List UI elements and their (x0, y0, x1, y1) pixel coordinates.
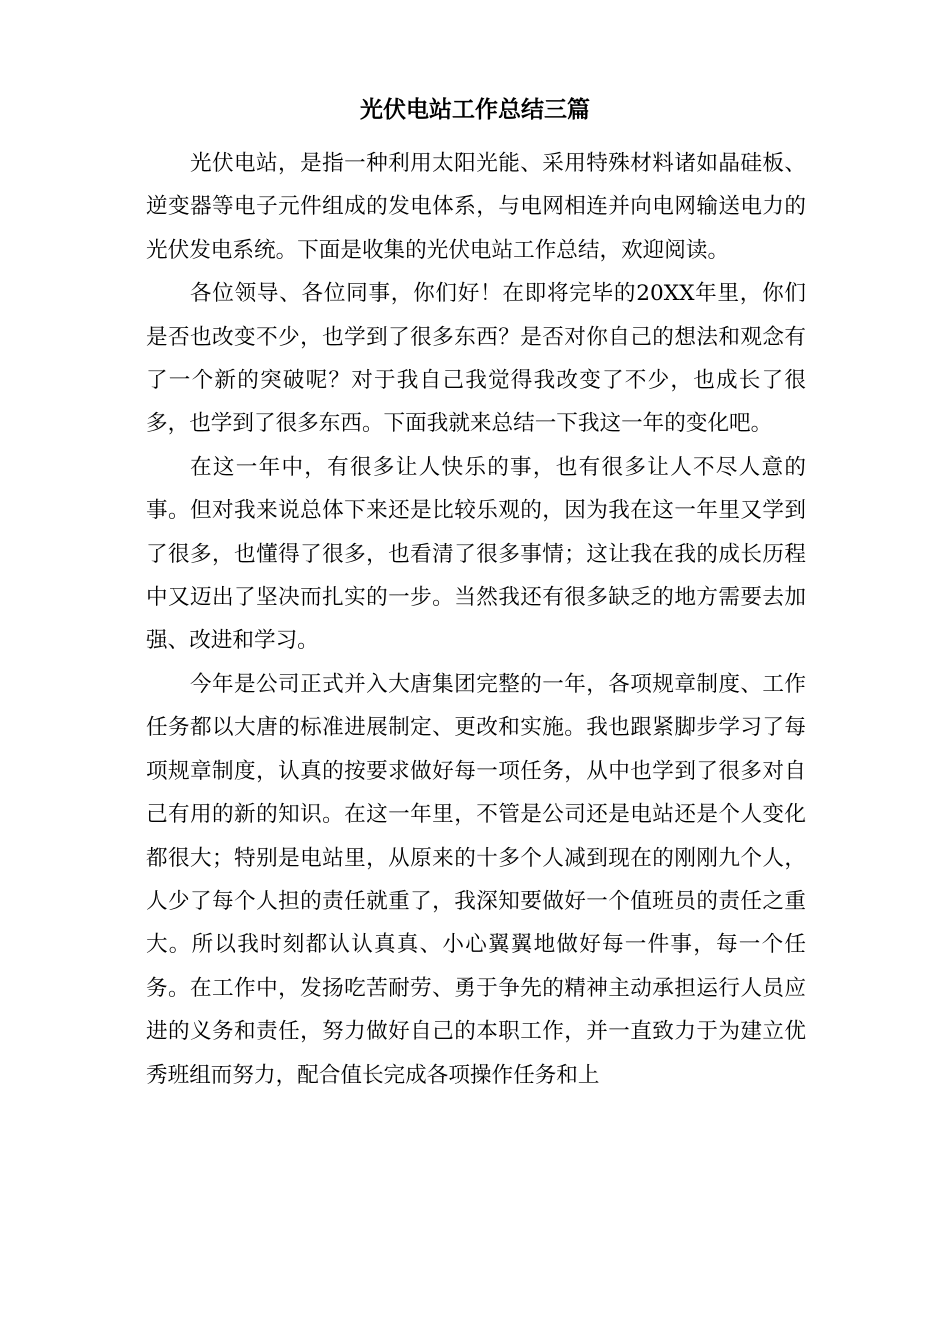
document-body (146, 142, 806, 1097)
paragraph-greeting: 各位领导、各位同事，你们好！在即将完毕的20XX年里，你们是否也改变不少，也学到了很多东西？是否对你自己的想法和观念有了一个新的突破呢？对于我自己我觉得我改变了不少，也成长了很多，也学到了很多东西。下面我就来总结一下我这一年的变化吧。 (146, 281, 806, 437)
paragraph-work-summary: 今年是公司正式并入大唐集团完整的一年，各项规章制度、工作任务都以大唐的标准进展制定、更改和实施。我也跟紧脚步学习了每项规章制度，认真的按要求做好每一项任务，从中也学到了很多对自己有用的新的知识。在这一年里，不管是公司还是电站还是个人变化都很大；特别是电站里，从原来的十多个人减到现在的刚刚九个人，人少了每个人担的责任就重了，我深知要做好一个值班员的责任之重大。所以我时刻都认认真真、小心翼翼地做好每一件事，每一个任务。在工作中，发扬吃苦耐劳、勇于争先的精神主动承担运行人员应进的义务和责任，努力做好自己的本职工作，并一直致力于为建立优秀班组而努力，配合值长完成各项操作任务和上 (146, 671, 806, 1088)
document-title: 光伏电站工作总结三篇 (360, 97, 590, 123)
paragraph-reflection: 在这一年中，有很多让人快乐的事，也有很多让人不尽人意的事。但对我来说总体下来还是比较乐观的，因为我在这一年里又学到了很多，也懂得了很多，也看清了很多事情；这让我在我的成长历程中又迈出了坚决而扎实的一步。当然我还有很多缺乏的地方需要去加强、改进和学习。 (146, 454, 806, 654)
paragraph-intro: 光伏电站，是指一种利用太阳光能、采用特殊材料诸如晶硅板、逆变器等电子元件组成的发电体系，与电网相连并向电网输送电力的光伏发电系统。下面是收集的光伏电站工作总结，欢迎阅读。 (146, 151, 806, 263)
